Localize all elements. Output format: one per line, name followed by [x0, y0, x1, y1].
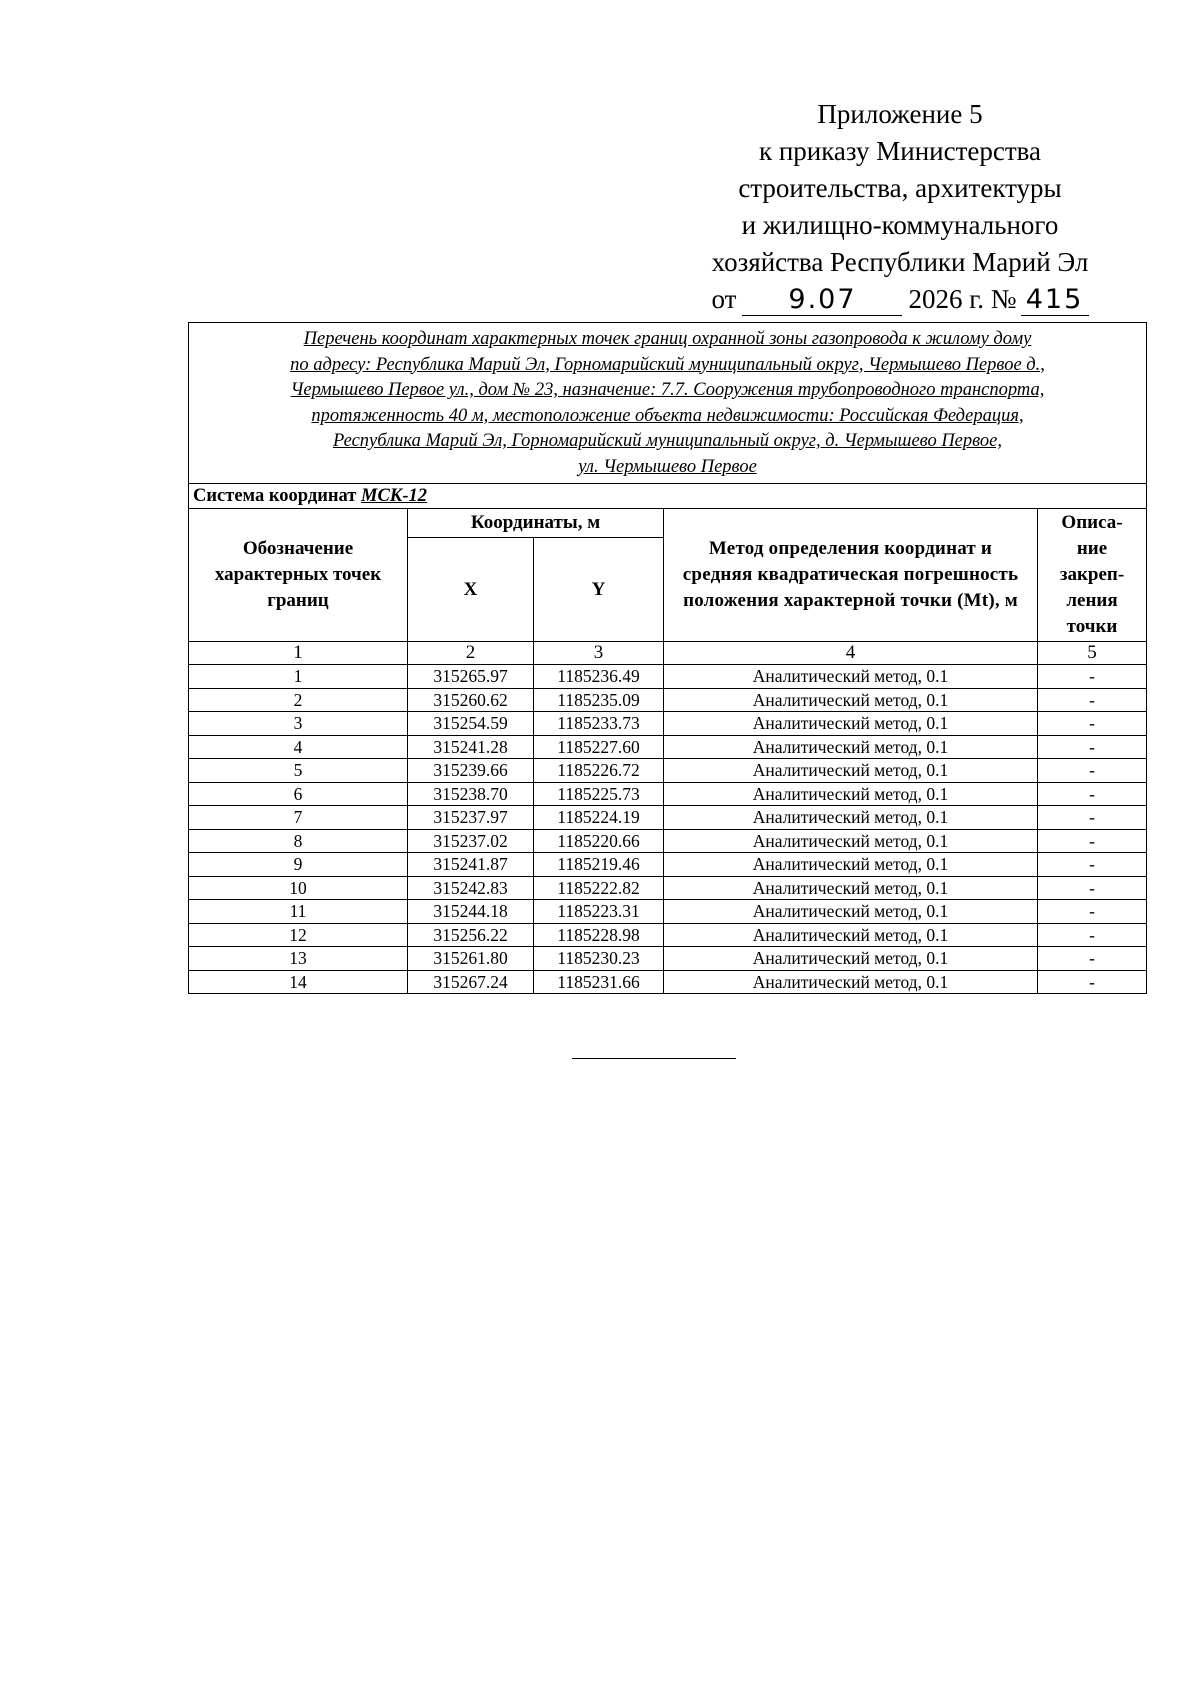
description-value: -	[1038, 782, 1147, 806]
coord-x: 315254.59	[408, 712, 534, 736]
coord-y: 1185228.98	[534, 923, 664, 947]
column-number: 1	[189, 642, 408, 665]
point-number: 5	[189, 759, 408, 783]
description-value: -	[1038, 735, 1147, 759]
title-line: Республика Марий Эл, Горномарийский муниципальный округ, д. Чермышево Первое,	[332, 431, 1003, 451]
table-row	[189, 665, 1147, 689]
coord-x: 315267.24	[408, 970, 534, 994]
description-value: -	[1038, 712, 1147, 736]
order-reference	[690, 281, 1110, 318]
description-value: -	[1038, 900, 1147, 924]
method-value: Аналитический метод, 0.1	[664, 970, 1038, 994]
point-number: 14	[189, 970, 408, 994]
order-number-handwritten: 415	[1021, 285, 1089, 316]
header-line-5: хозяйства Республики Марий Эл	[711, 247, 1089, 277]
coord-x: 315260.62	[408, 688, 534, 712]
header-line-2: к приказу Министерства	[758, 136, 1042, 166]
coord-y: 1185226.72	[534, 759, 664, 783]
coord-y: 1185222.82	[534, 876, 664, 900]
coord-y: 1185231.66	[534, 970, 664, 994]
point-number: 6	[189, 782, 408, 806]
coord-y: 1185233.73	[534, 712, 664, 736]
description-value: -	[1038, 923, 1147, 947]
table-row	[189, 970, 1147, 994]
method-value: Аналитический метод, 0.1	[664, 759, 1038, 783]
coord-x: 315237.02	[408, 829, 534, 853]
coordinate-system	[189, 484, 1147, 509]
title-line: ул. Чермышево Первое	[578, 456, 757, 477]
method-value: Аналитический метод, 0.1	[664, 665, 1038, 689]
point-number: 1	[189, 665, 408, 689]
point-number: 11	[189, 900, 408, 924]
point-number: 10	[189, 876, 408, 900]
table-row	[189, 688, 1147, 712]
title-line: протяженность 40 м, местоположение объекта недвижимости: Российская Федерация,	[311, 405, 1024, 426]
coord-x: 315242.83	[408, 876, 534, 900]
order-date-handwritten: 9.07	[742, 285, 902, 316]
description-value: -	[1038, 876, 1147, 900]
point-number: 9	[189, 853, 408, 877]
description-value: -	[1038, 688, 1147, 712]
method-value: Аналитический метод, 0.1	[664, 735, 1038, 759]
title-line: по адресу: Республика Марий Эл, Горномарийский муниципальный округ, Чермышево Первое д.,	[290, 354, 1045, 375]
column-number: 5	[1038, 642, 1147, 665]
method-value: Аналитический метод, 0.1	[664, 688, 1038, 712]
column-numbers-row	[189, 642, 1147, 665]
coord-x: 315241.87	[408, 853, 534, 877]
method-value: Аналитический метод, 0.1	[664, 853, 1038, 877]
coord-y: 1185236.49	[534, 665, 664, 689]
method-value: Аналитический метод, 0.1	[664, 876, 1038, 900]
point-number: 12	[189, 923, 408, 947]
table-row	[189, 923, 1147, 947]
method-value: Аналитический метод, 0.1	[664, 712, 1038, 736]
column-number: 4	[664, 642, 1038, 665]
order-prefix: от	[711, 284, 737, 314]
end-of-document-rule	[572, 1058, 736, 1059]
description-value: -	[1038, 665, 1147, 689]
point-number: 13	[189, 947, 408, 971]
coord-y: 1185235.09	[534, 688, 664, 712]
header-x: X	[408, 538, 534, 642]
order-year: 2026 г. №	[908, 284, 1017, 314]
description-value: -	[1038, 853, 1147, 877]
table-row	[189, 735, 1147, 759]
point-number: 2	[189, 688, 408, 712]
point-number: 4	[189, 735, 408, 759]
point-number: 8	[189, 829, 408, 853]
header-designation: Обозначение характерных точек границ	[189, 509, 408, 642]
header-method: Метод определения координат и средняя квадратическая погрешность положения характерной точки (Mt), м	[664, 509, 1038, 642]
header-y: Y	[534, 538, 664, 642]
coord-y: 1185230.23	[534, 947, 664, 971]
coord-y: 1185225.73	[534, 782, 664, 806]
coord-x: 315237.97	[408, 806, 534, 830]
coord-x: 315238.70	[408, 782, 534, 806]
table-row	[189, 947, 1147, 971]
coord-y: 1185227.60	[534, 735, 664, 759]
header-coordinates: Координаты, м	[408, 509, 664, 538]
column-number: 3	[534, 642, 664, 665]
table-row	[189, 712, 1147, 736]
header-line-3: строительства, архитектуры	[738, 173, 1062, 203]
method-value: Аналитический метод, 0.1	[664, 782, 1038, 806]
point-number: 3	[189, 712, 408, 736]
table-row	[189, 759, 1147, 783]
method-value: Аналитический метод, 0.1	[664, 923, 1038, 947]
method-value: Аналитический метод, 0.1	[664, 947, 1038, 971]
coord-x: 315265.97	[408, 665, 534, 689]
table-row	[189, 900, 1147, 924]
table-row	[189, 829, 1147, 853]
title-line: Чермышево Первое ул., дом № 23, назначение: 7.7. Сооружения трубопроводного транспорта,	[290, 380, 1045, 400]
description-value: -	[1038, 829, 1147, 853]
column-number: 2	[408, 642, 534, 665]
coord-x: 315239.66	[408, 759, 534, 783]
point-number: 7	[189, 806, 408, 830]
coord-y: 1185220.66	[534, 829, 664, 853]
coord-x: 315261.80	[408, 947, 534, 971]
description-value: -	[1038, 806, 1147, 830]
table-row	[189, 806, 1147, 830]
table-row	[189, 782, 1147, 806]
method-value: Аналитический метод, 0.1	[664, 829, 1038, 853]
method-value: Аналитический метод, 0.1	[664, 900, 1038, 924]
description-value: -	[1038, 970, 1147, 994]
coord-x: 315256.22	[408, 923, 534, 947]
coordinates-table	[188, 322, 1147, 994]
coordinate-system-label: Система координат	[193, 486, 357, 506]
header-description: Описа- ние закреп- ления точки	[1038, 509, 1147, 642]
appendix-header	[690, 96, 1110, 318]
table-title	[189, 323, 1147, 484]
coordinate-system-value: МСК-12	[361, 486, 427, 506]
description-value: -	[1038, 947, 1147, 971]
description-value: -	[1038, 759, 1147, 783]
header-line-4: и жилищно-коммунального	[741, 210, 1059, 240]
coord-x: 315244.18	[408, 900, 534, 924]
title-line: Перечень координат характерных точек границ охранной зоны газопровода к жилому дому	[303, 329, 1032, 349]
method-value: Аналитический метод, 0.1	[664, 806, 1038, 830]
coord-x: 315241.28	[408, 735, 534, 759]
coord-y: 1185219.46	[534, 853, 664, 877]
appendix-title: Приложение 5	[817, 99, 983, 129]
coord-y: 1185223.31	[534, 900, 664, 924]
table-row	[189, 876, 1147, 900]
coord-y: 1185224.19	[534, 806, 664, 830]
table-row	[189, 853, 1147, 877]
